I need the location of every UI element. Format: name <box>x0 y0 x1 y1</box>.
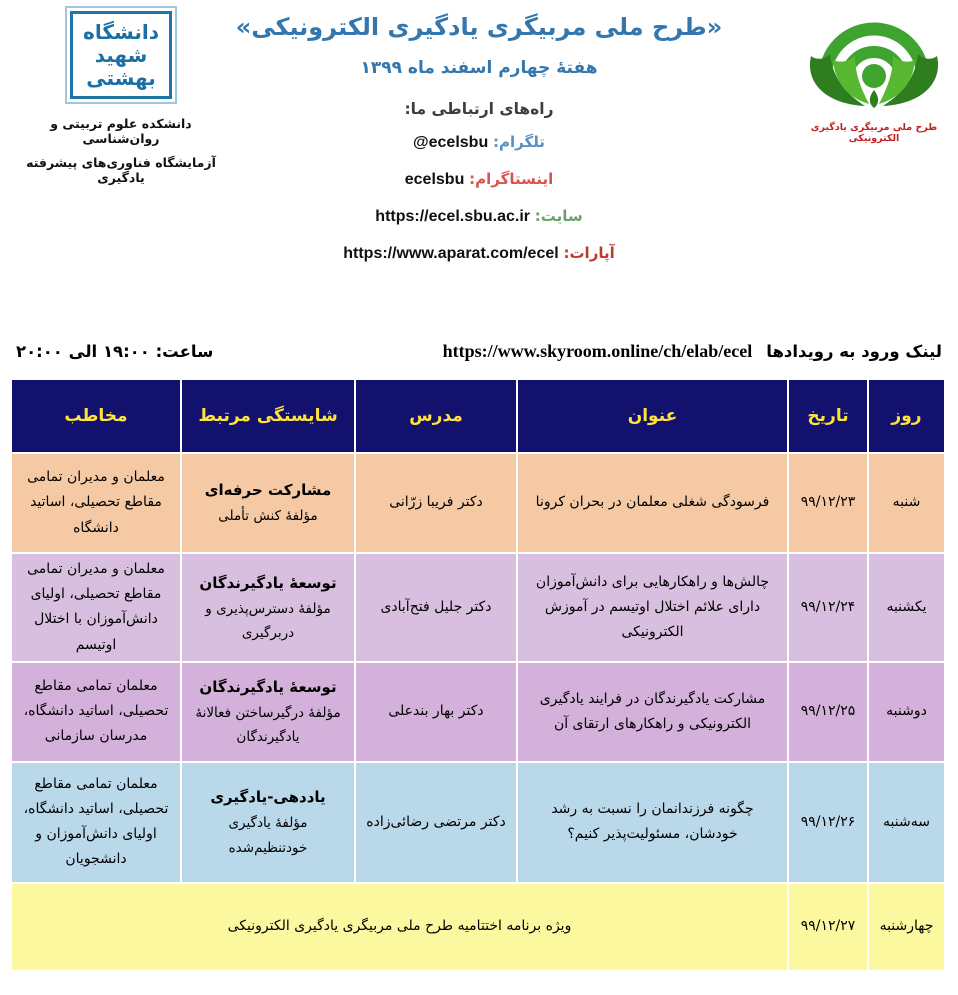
column-header-competency: شایستگی مرتبط <box>181 379 355 453</box>
events-link-row <box>16 341 942 362</box>
day-cell: یکشنبه <box>868 553 945 662</box>
instructor-cell: دکتر بهار بندعلی <box>355 662 517 762</box>
events-link-url[interactable]: https://www.skyroom.online/ch/elab/ecel <box>442 341 753 361</box>
competency-component: مؤلفهٔ دسترس‌پذیری و دربرگیری <box>205 600 331 641</box>
competency-cell <box>181 453 355 553</box>
instagram-handle[interactable]: ecelsbu <box>404 171 465 189</box>
contact-section <box>235 100 723 266</box>
aparat-url[interactable]: https://www.aparat.com/ecel <box>343 245 559 263</box>
university-logo <box>65 6 177 104</box>
date-cell: ۹۹/۱۲/۲۶ <box>788 762 868 883</box>
contact-row-instagram <box>235 168 723 192</box>
competency-cell <box>181 762 355 883</box>
instructor-cell: دکتر جلیل فتح‌آبادی <box>355 553 517 662</box>
audience-cell: معلمان تمامی مقاطع تحصیلی، اساتید دانشگاه، مدرسان سازمانی <box>11 662 181 762</box>
header-center <box>235 12 723 266</box>
lab-name: آزمایشگاه فناوری‌های پیشرفته یادگیری <box>26 155 216 185</box>
date-cell: ۹۹/۱۲/۲۵ <box>788 662 868 762</box>
aparat-label: آپارات: <box>563 244 615 263</box>
competency-name: مشارکت حرفه‌ای <box>204 481 332 500</box>
contact-heading: راه‌های ارتباطی ما: <box>404 100 554 119</box>
program-logo-block <box>798 4 950 144</box>
competency-component: مؤلفهٔ درگیرساختن فعالانهٔ یادگیرندگان <box>195 704 341 746</box>
audience-cell: معلمان و مدیران تمامی مقاطع تحصیلی، اساتید دانشگاه <box>11 453 181 553</box>
table-row-closing <box>11 883 945 971</box>
faculty-name: دانشکده علوم تربیتی و روان‌شناسی <box>50 116 192 146</box>
schedule-table <box>10 378 946 972</box>
program-logo-icon <box>803 4 945 116</box>
instructor-cell: دکتر مرتضی رضائی‌زاده <box>355 762 517 883</box>
title-cell: چالش‌ها و راهکارهایی برای دانش‌آموزان دارای علائم اختلال اوتیسم در آموزش الکترونیکی <box>517 553 788 662</box>
column-header-day: روز <box>868 379 945 453</box>
competency-cell <box>181 662 355 762</box>
table-header-row <box>11 379 945 453</box>
table-row <box>11 453 945 553</box>
date-cell: ۹۹/۱۲/۲۴ <box>788 553 868 662</box>
day-cell: چهارشنبه <box>868 883 945 971</box>
contact-row-website <box>235 205 723 229</box>
telegram-handle[interactable]: @ecelsbu <box>413 134 489 152</box>
page-title: «طرح ملی مربیگری یادگیری الکترونیکی» <box>235 13 723 41</box>
closing-event-cell: ویژه برنامه اختتامیه طرح ملی مربیگری یادگیری الکترونیکی <box>11 883 788 971</box>
column-header-audience: مخاطب <box>11 379 181 453</box>
website-label: سایت: <box>534 207 583 226</box>
competency-name: توسعهٔ یادگیرندگان <box>199 677 337 696</box>
date-cell: ۹۹/۱۲/۲۳ <box>788 453 868 553</box>
website-url[interactable]: https://ecel.sbu.ac.ir <box>375 208 531 226</box>
column-header-title: عنوان <box>517 379 788 453</box>
day-cell: دوشنبه <box>868 662 945 762</box>
title-cell: فرسودگی شغلی معلمان در بحران کرونا <box>517 453 788 553</box>
competency-component: مؤلفهٔ کنش تأملی <box>218 508 318 525</box>
audience-cell: معلمان و مدیران تمامی مقاطع تحصیلی، اولیای دانش‌آموزان با اختلال اوتیسم <box>11 553 181 662</box>
page-subtitle: هفتهٔ چهارم اسفند ماه ۱۳۹۹ <box>360 58 598 79</box>
title-cell: مشارکت یادگیرندگان در فرایند یادگیری الکترونیکی و راهکارهای ارتقای آن <box>517 662 788 762</box>
date-cell: ۹۹/۱۲/۲۷ <box>788 883 868 971</box>
contact-row-aparat <box>235 242 723 266</box>
title-cell: چگونه فرزندانمان را نسبت به رشد خودشان، مسئولیت‌پذیر کنیم؟ <box>517 762 788 883</box>
column-header-instructor: مدرس <box>355 379 517 453</box>
competency-component: مؤلفهٔ یادگیری خودتنظیم‌شده <box>228 815 308 856</box>
table-row <box>11 762 945 883</box>
competency-cell <box>181 553 355 662</box>
program-logo-caption: طرح ملی مربیگری یادگیری الکترونیکی <box>810 122 938 144</box>
table-row <box>11 553 945 662</box>
contact-row-telegram <box>235 131 723 155</box>
column-header-date: تاریخ <box>788 379 868 453</box>
events-link-label: لینک ورود به رویدادها <box>766 342 942 361</box>
instructor-cell: دکتر فریبا زرّانی <box>355 453 517 553</box>
table-row <box>11 662 945 762</box>
competency-name: یاددهی-یادگیری <box>210 788 326 807</box>
day-cell: سه‌شنبه <box>868 762 945 883</box>
audience-cell: معلمان تمامی مقاطع تحصیلی، اساتید دانشگاه، اولیای دانش‌آموزان و دانشجویان <box>11 762 181 883</box>
instagram-label: اینستاگرام: <box>469 170 554 189</box>
university-block <box>14 6 228 185</box>
day-cell: شنبه <box>868 453 945 553</box>
competency-name: توسعهٔ یادگیرندگان <box>199 573 337 592</box>
university-logo-calligraphy: دانشگاه شهید بهشتی <box>70 11 172 99</box>
telegram-label: تلگرام: <box>493 133 545 152</box>
session-time: ساعت: ۱۹:۰۰ الی ۲۰:۰۰ <box>16 342 214 361</box>
